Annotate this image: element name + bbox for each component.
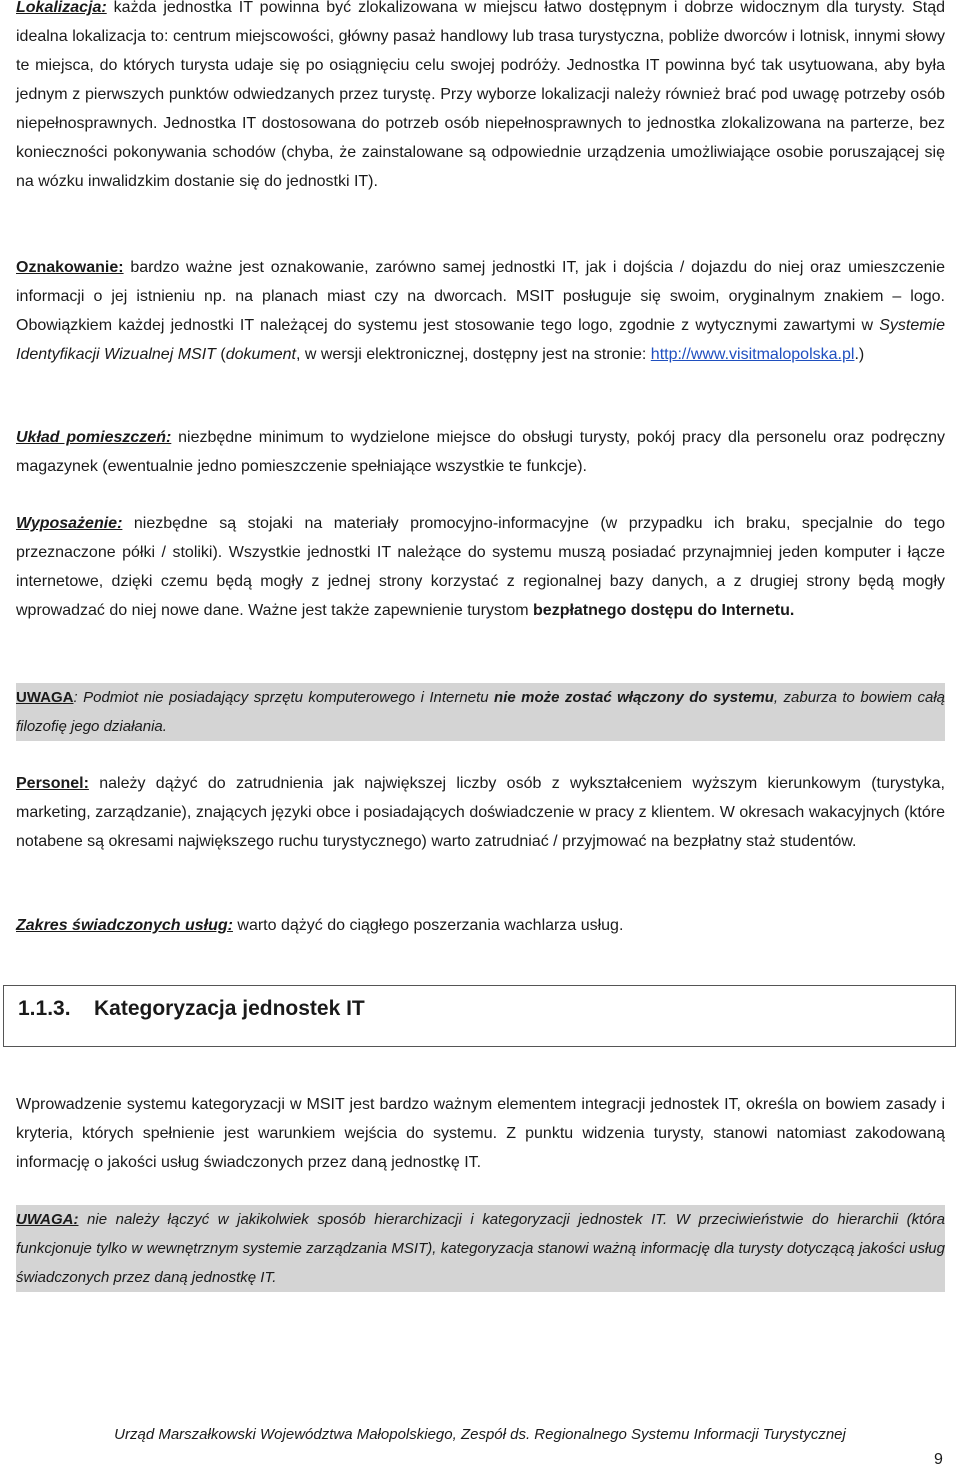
label-uklad-pomieszczen: Układ pomieszczeń: (16, 429, 172, 446)
text-zakres-uslug: warto dążyć do ciągłego poszerzania wachlarza usług. (232, 917, 624, 934)
page-footer: Urząd Marszałkowski Województwa Małopolskiego, Zespół ds. Regionalnego Systemu Informacji Turystycznej (114, 1426, 846, 1443)
text-wyposazenie: niezbędne są stojaki na materiały promocyjno-informacyjne (w przypadku ich braku, specjalnie do tego przeznaczone półki / stoliki). Wszystkie jednostki IT należące do systemu muszą posiadać przynajmniej jeden komputer i łącze internetowe, dzięki czemu będą mogły z jednej strony korzystać z regionalnej bazy danych, a z drugiej strony będą mogły wprowadzać do niej nowe dane. Ważne jest także zapewnienie turystom (16, 515, 945, 619)
label-oznakowanie: Oznakowanie: (16, 259, 124, 276)
text-kategoryzacja: Wprowadzenie systemu kategoryzacji w MSIT jest bardzo ważnym elementem integracji jednostek IT, określa on bowiem zasady i kryteria, których spełnienie jest warunkiem wejścia do systemu. Z punktu widzenia turysty, stanowi natomiast zakodowaną informację o jakości usług świadczonych przez daną jednostkę IT. (16, 1096, 945, 1171)
label-wyposazenie: Wyposażenie: (16, 515, 123, 532)
text-oznakowanie-2: ( (215, 346, 226, 363)
visitmalopolska-link[interactable]: http://www.visitmalopolska.pl (650, 346, 855, 363)
page-number: 9 (934, 1451, 943, 1468)
label-lokalizacja: Lokalizacja: (16, 0, 107, 16)
label-zakres-uslug: Zakres świadczonych usług: (16, 917, 233, 934)
text-uwaga-1-bold: nie może zostać włączony do systemu (494, 689, 774, 706)
text-dokument: dokument (225, 346, 296, 363)
paragraph-uklad-pomieszczen (16, 423, 945, 481)
note-uwaga-1 (16, 683, 945, 741)
text-uklad-pomieszczen: niezbędne minimum to wydzielone miejsce do obsługi turysty, pokój pracy dla personelu oraz podręczny magazynek (ewentualnie jedno pomieszczenie spełniające wszystkie te funkcje). (16, 429, 945, 475)
paragraph-zakres-uslug (16, 911, 945, 940)
text-oznakowanie-4: .) (854, 346, 865, 363)
text-lokalizacja: każda jednostka IT powinna być zlokalizowana w miejscu łatwo dostępnym i dobrze widocznym dla turysty. Stąd idealna lokalizacja to: centrum miejscowości, główny pasaż handlowy lub trasa turystyczna, pobliże dworców i lotnisk, innymi słowy te miejsca, do których turysta udaje się po osiągnięciu celu swojej podróży. Jednostka IT powinna być tak usytuowana, aby była jednym z pierwszych punktów odwiedzanych przez turystę. Przy wyborze lokalizacji należy również brać pod uwagę potrzeby osób niepełnosprawnych. Jednostka IT dostosowana do potrzeb osób niepełnosprawnych to jednostka zlokalizowana na parterze, bez konieczności pokonywania schodów (chyba, że zainstalowane są odpowiednie urządzenia umożliwiające osobie poruszającej się na wózku inwalidzkim dostanie się do jednostki IT). (16, 0, 945, 190)
section-title: Kategoryzacja jednostek IT (94, 997, 365, 1020)
text-personel: należy dążyć do zatrudnienia jak największej liczby osób z wykształceniem wyższym kierunkowym (turystyka, marketing, zarządzanie), znających języki obce i posiadających doświadczenie w pracy z klientem. W okresach wakacyjnych (które notabene są okresami największego ruchu turystycznego) warto zatrudniać / przyjmować na bezpłatny staż studentów. (16, 775, 945, 850)
text-oznakowanie-3: , w wersji elektronicznej, dostępny jest na stronie: (295, 346, 651, 363)
section-heading-box (3, 985, 956, 1047)
paragraph-kategoryzacja (16, 1090, 945, 1177)
paragraph-personel (16, 769, 945, 856)
label-uwaga-2: UWAGA: (16, 1211, 79, 1228)
label-uwaga-1: UWAGA (16, 689, 74, 706)
text-uwaga-1a: : Podmiot nie posiadający sprzętu komputerowego i Internetu (73, 689, 495, 706)
paragraph-oznakowanie (16, 253, 945, 369)
paragraph-lokalizacja (16, 0, 945, 196)
note-uwaga-2 (16, 1205, 945, 1292)
text-oznakowanie-1: bardzo ważne jest oznakowanie, zarówno samej jednostki IT, jak i dojścia / dojazdu do niej oraz umieszczenie informacji o jej istnieniu np. na planach miast czy na dworcach. MSIT posługuje się swoim, oryginalnym znakiem – logo. Obowiązkiem każdej jednostki IT należącej do systemu jest stosowanie tego logo, zgodnie z wytycznymi zawartymi w (16, 259, 945, 334)
section-number: 1.1.3. (18, 997, 71, 1020)
text-uwaga-1b: , zaburza to bowiem całą filozofię jego działania. (16, 689, 945, 735)
text-sim-msit: Systemie Identyfikacji Wizualnej MSIT (16, 317, 945, 363)
text-bezplatny-internet: bezpłatnego dostępu do Internetu. (533, 602, 795, 619)
paragraph-wyposazenie (16, 509, 945, 625)
text-uwaga-2: nie należy łączyć w jakikolwiek sposób hierarchizacji i kategoryzacji jednostek IT. W przeciwieństwie do hierarchii (która funkcjonuje tylko w wewnętrznym systemie zarządzania MSIT), kategoryzacja stanowi ważną informację dla turysty dotyczącą jakości usług świadczonych przez daną jednostkę IT. (16, 1211, 945, 1286)
label-personel: Personel: (16, 775, 89, 792)
